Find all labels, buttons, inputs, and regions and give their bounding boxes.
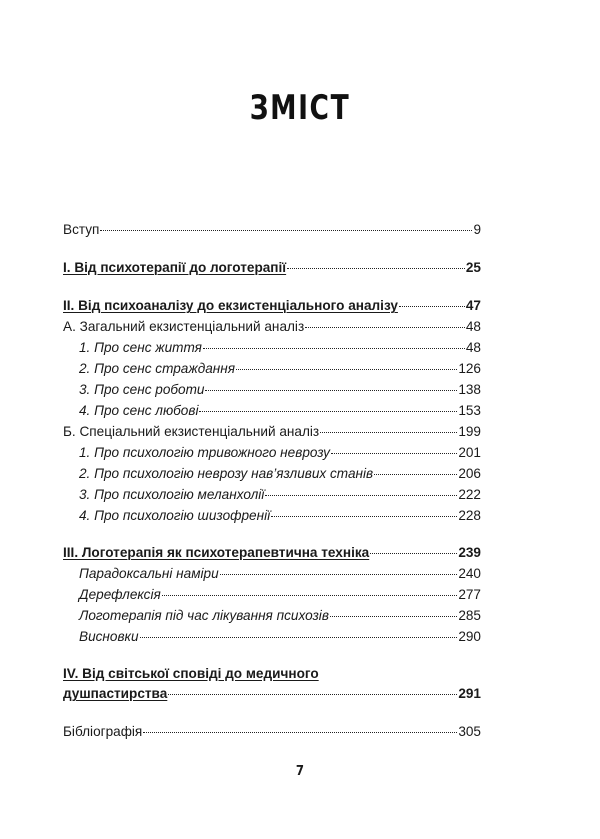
toc-entry-label: 4. Про психологію шизофренії bbox=[79, 508, 271, 523]
page-title: ЗМІСТ bbox=[249, 88, 351, 128]
toc-entry-page: 206 bbox=[458, 466, 481, 481]
dot-leader bbox=[330, 616, 457, 617]
toc-entry-label: Парадоксальні наміри bbox=[79, 566, 219, 581]
toc-entry-part-4-line1: IV. Від світської сповіді до медичного bbox=[63, 666, 319, 681]
toc-entry-subsection[interactable] bbox=[79, 444, 481, 462]
toc-entry-label: 1. Про психологію тривожного неврозу bbox=[79, 445, 330, 460]
dot-leader bbox=[220, 574, 458, 575]
dot-leader bbox=[271, 516, 457, 517]
toc-entry-page: 48 bbox=[465, 319, 481, 334]
toc-entry-label: Логотерапія під час лікування психозів bbox=[79, 608, 329, 623]
toc-entry-part-2[interactable] bbox=[63, 297, 481, 315]
toc-entry-label: Вступ bbox=[63, 222, 100, 237]
dot-leader bbox=[265, 495, 457, 496]
toc-entry-page: 240 bbox=[458, 566, 481, 581]
dot-leader bbox=[331, 453, 457, 454]
toc-entry-label: Бібліографія bbox=[63, 724, 143, 739]
toc-entry-part-1[interactable] bbox=[63, 259, 481, 277]
dot-leader bbox=[287, 268, 465, 269]
page-number: 7 bbox=[295, 764, 305, 779]
toc-entry-page: 290 bbox=[458, 629, 481, 644]
toc-entry-page: 285 bbox=[458, 608, 481, 623]
toc-entry-label: А. Загальний екзистенціальний аналіз bbox=[63, 319, 305, 334]
dot-leader bbox=[199, 411, 457, 412]
toc-entry-bibliography[interactable] bbox=[63, 723, 481, 741]
toc-entry-subsection[interactable] bbox=[79, 381, 481, 399]
dot-leader bbox=[100, 230, 472, 231]
toc-entry-subsection[interactable] bbox=[79, 507, 481, 525]
dot-leader bbox=[305, 327, 465, 328]
toc-entry-page: 138 bbox=[458, 382, 481, 397]
toc-entry-page: 228 bbox=[458, 508, 481, 523]
dot-leader bbox=[205, 390, 457, 391]
toc-entry-page: 199 bbox=[458, 424, 481, 439]
dot-leader bbox=[399, 306, 465, 307]
toc-entry-label: 3. Про психологію меланхолії bbox=[79, 487, 265, 502]
dot-leader bbox=[140, 637, 458, 638]
toc-entry-label: Висновки bbox=[79, 629, 139, 644]
toc-entry-label: II. Від психоаналізу до екзистенціального аналізу bbox=[63, 298, 398, 313]
toc-entry-subsection[interactable] bbox=[79, 339, 481, 357]
toc-entry-page: 277 bbox=[458, 587, 481, 602]
toc-entry-label: III. Логотерапія як психотерапевтична техніка bbox=[63, 545, 370, 560]
toc-entry-section-a[interactable] bbox=[63, 318, 481, 336]
toc-entry-label: Дерефлексія bbox=[79, 587, 161, 602]
dot-leader bbox=[320, 432, 457, 433]
toc-entry-part-3[interactable] bbox=[63, 544, 481, 562]
toc-entry-page: 222 bbox=[458, 487, 481, 502]
toc-entry-label: 2. Про психологію неврозу нав’язливих станів bbox=[79, 466, 374, 481]
toc-entry-subsection[interactable] bbox=[79, 586, 481, 604]
toc-entry-label: душпастирства bbox=[63, 686, 168, 701]
dot-leader bbox=[168, 694, 457, 695]
toc-entry-page: 25 bbox=[465, 260, 481, 275]
toc-entry-subsection[interactable] bbox=[79, 402, 481, 420]
toc-entry-page: 291 bbox=[458, 686, 481, 701]
toc-entry-subsection[interactable] bbox=[79, 628, 481, 646]
toc-entry-page: 305 bbox=[458, 724, 481, 739]
toc-entry-subsection[interactable] bbox=[79, 360, 481, 378]
toc-entry-part-4[interactable] bbox=[63, 685, 481, 703]
toc-entry-page: 201 bbox=[458, 445, 481, 460]
dot-leader bbox=[370, 553, 457, 554]
toc-entry-label: Б. Спеціальний екзистенціальний аналіз bbox=[63, 424, 320, 439]
toc-entry-page: 9 bbox=[473, 222, 481, 237]
toc-entry-subsection[interactable] bbox=[79, 465, 481, 483]
toc-entry-label: 1. Про сенс життя bbox=[79, 340, 202, 355]
toc-entry-subsection[interactable] bbox=[79, 565, 481, 583]
toc-entry-page: 126 bbox=[458, 361, 481, 376]
dot-leader bbox=[374, 474, 457, 475]
toc-entry-page: 239 bbox=[458, 545, 481, 560]
dot-leader bbox=[162, 595, 458, 596]
toc-entry-page: 48 bbox=[465, 340, 481, 355]
dot-leader bbox=[143, 732, 457, 733]
toc-entry-introduction[interactable] bbox=[63, 221, 481, 239]
dot-leader bbox=[236, 369, 457, 370]
toc-entry-page: 47 bbox=[465, 298, 481, 313]
toc-entry-page: 153 bbox=[458, 403, 481, 418]
toc-entry-label: I. Від психотерапії до логотерапії bbox=[63, 260, 287, 275]
toc-entry-subsection[interactable] bbox=[79, 607, 481, 625]
toc-entry-section-b[interactable] bbox=[63, 423, 481, 441]
toc-entry-label: 4. Про сенс любові bbox=[79, 403, 199, 418]
toc-entry-label: 2. Про сенс страждання bbox=[79, 361, 236, 376]
toc-entry-subsection[interactable] bbox=[79, 486, 481, 504]
dot-leader bbox=[203, 348, 465, 349]
toc-entry-label: 3. Про сенс роботи bbox=[79, 382, 205, 397]
